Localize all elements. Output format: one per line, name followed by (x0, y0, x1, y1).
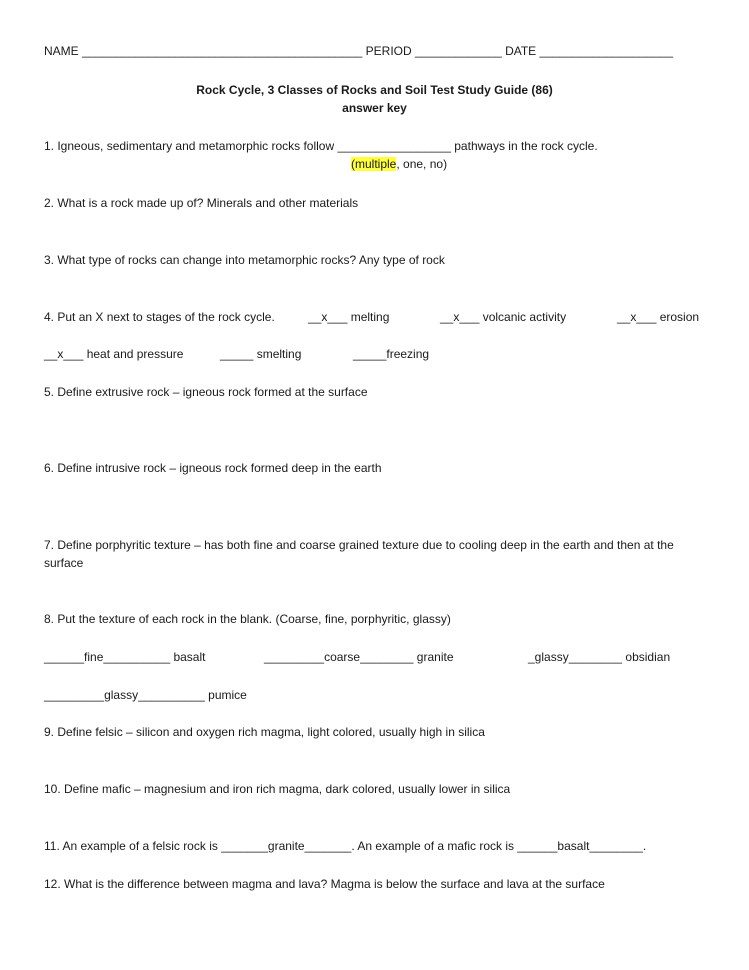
question-4-option-melting: __x___ melting (308, 310, 390, 324)
question-1-text: 1. Igneous, sedimentary and metamorphic rocks follow _________________ pathways in the rock cycle. (44, 139, 598, 153)
question-4-prompt: 4. Put an X next to stages of the rock cycle. (44, 310, 275, 324)
highlighted-answer: multiple (355, 157, 397, 171)
question-3-text: 3. What type of rocks can change into metamorphic rocks? Any type of rock (44, 253, 445, 267)
question-4-option-erosion: __x___ erosion (617, 310, 700, 324)
question-11-text: 11. An example of a felsic rock is _______granite_______. An example of a mafic rock is ______basalt________. (44, 839, 647, 853)
question-10-text: 10. Define mafic – magnesium and iron rich magma, dark colored, usually lower in silica (44, 782, 511, 796)
question-1-choices (351, 157, 447, 172)
choice-paren-open: ( (351, 157, 355, 171)
header-name-period-date: NAME __________________________________________ PERIOD _____________ DATE ____________________ (44, 44, 673, 58)
page-title: Rock Cycle, 3 Classes of Rocks and Soil Test Study Guide (86) (196, 83, 553, 97)
question-8-answer-granite: _________coarse________ granite (264, 650, 454, 664)
question-12-text: 12. What is the difference between magma and lava? Magma is below the surface and lava at the surface (44, 877, 605, 891)
question-5-text: 5. Define extrusive rock – igneous rock formed at the surface (44, 385, 368, 399)
choice-rest: , one, no) (396, 157, 448, 171)
question-9-text: 9. Define felsic – silicon and oxygen rich magma, light colored, usually high in silica (44, 725, 485, 739)
question-6-text: 6. Define intrusive rock – igneous rock formed deep in the earth (44, 461, 382, 475)
question-8-answer-obsidian: _glassy________ obsidian (528, 650, 671, 664)
question-8-answer-basalt: ______fine__________ basalt (44, 650, 206, 664)
question-2-text: 2. What is a rock made up of? Minerals and other materials (44, 196, 359, 210)
question-4-option-freezing: _____freezing (353, 347, 430, 361)
question-7-text: 7. Define porphyritic texture – has both fine and coarse grained texture due to cooling deep in the earth and then at the surface (44, 538, 674, 570)
question-8-prompt: 8. Put the texture of each rock in the blank. (Coarse, fine, porphyritic, glassy) (44, 612, 451, 626)
question-8-answer-pumice: _________glassy__________ pumice (44, 688, 247, 702)
question-4-option-smelting: _____ smelting (220, 347, 302, 361)
question-4-option-heat-pressure: __x___ heat and pressure (44, 347, 184, 361)
page-subtitle: answer key (342, 101, 407, 115)
question-4-option-volcanic-activity: __x___ volcanic activity (440, 310, 567, 324)
